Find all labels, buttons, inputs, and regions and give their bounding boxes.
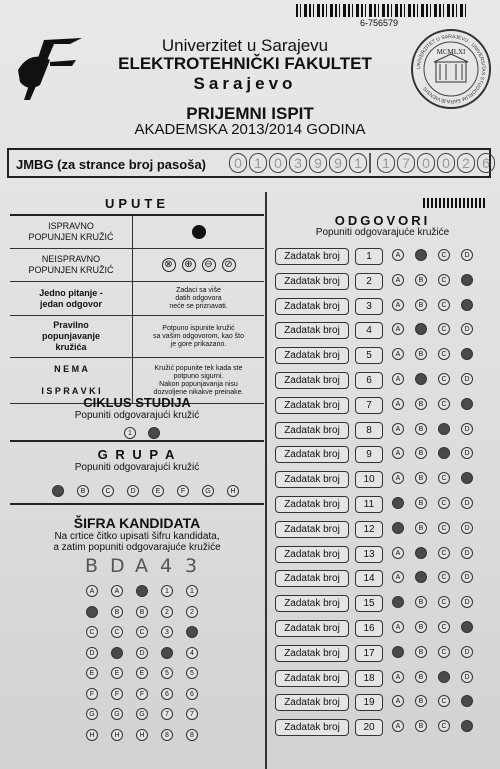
answer-option-bubble[interactable]: B [415,348,427,360]
answer-option-bubble[interactable]: D [461,596,473,608]
jmbg-digit: 0 [417,153,435,173]
question-number: 8 [355,422,383,439]
answer-option-bubble[interactable]: B [415,621,427,633]
grupa-option-bubble[interactable]: D [127,485,139,497]
grupa-section [10,447,264,473]
city-name: Sarajevo [193,74,297,93]
answer-option-bubble[interactable]: A [392,299,404,311]
divider-line [10,440,264,442]
wrong-mark-icon: ⊖ [202,258,216,272]
answer-option-bubble[interactable]: D [461,274,473,286]
question-number: 10 [355,471,383,488]
sifra-option-bubble[interactable]: 6 [186,688,198,700]
instruction-label: N E M A I S P R A V K I [10,358,133,403]
question-number: 19 [355,694,383,711]
answer-row [275,446,485,462]
answer-option-bubble[interactable]: C [438,571,450,583]
sifra-option-bubble[interactable]: F [86,688,98,700]
seal-ring-text: UNIVERZITET U SARAJEVU · UNIVERSITAS STUDIORUM SARAJEVIENSIS [415,33,487,105]
answer-option-bubble[interactable]: C [438,646,450,658]
jmbg-digit: 0 [229,153,247,173]
answer-option-bubble[interactable]: A [392,720,404,732]
instruction-note: Potpuno ispunite kružić sa vašim odgovorom, kao što je gore prikazano. [152,324,245,348]
question-number: 15 [355,595,383,612]
filled-circle-icon [192,225,206,239]
question-number: 1 [355,248,383,265]
sifra-option-bubble[interactable]: C [86,626,98,638]
answer-option-bubble[interactable]: B [415,398,427,410]
sifra-handwritten-char: 4 [160,555,173,577]
answer-row [275,670,485,686]
answer-option-bubble[interactable]: D [461,497,473,509]
sifra-section [10,515,264,553]
sifra-instructions-1: Na crtice čitko upisati šifru kandidata, [54,531,220,542]
sifra-option-bubble[interactable]: F [111,688,123,700]
sifra-option-bubble[interactable]: B [136,606,148,618]
question-number: 7 [355,397,383,414]
answer-row [275,397,485,413]
barcode [296,4,466,17]
answer-option-bubble[interactable]: A [392,621,404,633]
instructions-title: UPUTE [104,196,170,211]
sifra-option-bubble[interactable]: G [86,708,98,720]
grupa-option-bubble[interactable]: B [77,485,89,497]
answer-option-bubble[interactable]: D [461,621,473,633]
question-label: Zadatak broj [275,248,349,265]
answer-option-bubble[interactable]: D [461,447,473,459]
answer-row [275,248,485,264]
answer-option-bubble[interactable]: B [415,299,427,311]
sifra-option-bubble[interactable]: 4 [186,647,198,659]
sifra-option-bubble[interactable]: D [136,647,148,659]
sifra-option-bubble[interactable]: B [111,606,123,618]
question-number: 16 [355,620,383,637]
answer-option-bubble[interactable]: C [438,299,450,311]
jmbg-digit: 1 [349,153,367,173]
answer-option-bubble[interactable]: A [392,522,404,534]
university-name: Univerzitet u Sarajevu [161,36,329,55]
sifra-option-bubble[interactable]: 1 [186,585,198,597]
answer-option-bubble[interactable]: C [438,720,450,732]
wrong-mark-icon: ⊘ [222,258,236,272]
grupa-option-bubble[interactable]: G [202,485,214,497]
answer-option-bubble[interactable]: D [461,547,473,559]
answer-row [275,322,485,338]
sifra-handwritten-char: A [135,555,148,577]
answer-option-bubble[interactable]: D [461,323,473,335]
question-number: 4 [355,322,383,339]
question-label: Zadatak broj [275,546,349,563]
question-number: 17 [355,645,383,662]
question-label: Zadatak broj [275,422,349,439]
answer-option-bubble[interactable]: A [392,497,404,509]
divider-line [10,503,264,505]
answer-option-bubble[interactable]: D [461,720,473,732]
ciklus-option-bubble[interactable]: 2 [148,427,160,439]
grupa-option-bubble[interactable]: H [227,485,239,497]
answer-option-bubble[interactable]: A [392,472,404,484]
sifra-option-bubble[interactable]: H [86,729,98,741]
exam-title: PRIJEMNI ISPIT [186,104,314,123]
answer-row [275,521,485,537]
question-label: Zadatak broj [275,496,349,513]
sifra-option-bubble[interactable]: A [136,585,148,597]
answer-option-bubble[interactable]: D [461,571,473,583]
answer-row [275,645,485,661]
instruction-row-one-answer [10,282,264,316]
answer-option-bubble[interactable]: D [461,348,473,360]
answer-option-bubble[interactable]: C [438,522,450,534]
question-label: Zadatak broj [275,322,349,339]
answers-subtitle: Popuniti odgovarajuće kružiće [315,227,450,238]
answer-option-bubble[interactable]: A [392,571,404,583]
jmbg-digit: 0 [437,153,455,173]
sifra-option-bubble[interactable]: 2 [161,606,173,618]
answer-option-bubble[interactable]: B [415,423,427,435]
jmbg-digit: 7 [397,153,415,173]
question-label: Zadatak broj [275,521,349,538]
ciklus-title: CIKLUS STUDIJA [83,395,191,410]
answer-option-bubble[interactable]: A [392,671,404,683]
sifra-option-bubble[interactable]: D [111,647,123,659]
question-label: Zadatak broj [275,347,349,364]
answer-option-bubble[interactable]: C [438,423,450,435]
answer-option-bubble[interactable]: B [415,373,427,385]
sifra-handwritten-char: D [110,555,125,577]
instruction-example [133,216,264,248]
sifra-handwritten-char: 3 [185,555,198,577]
jmbg-label-text: JMBG (za strance broj pasoša) [16,157,206,172]
instruction-row-incorrect [10,249,264,282]
sifra-option-bubble[interactable]: G [136,708,148,720]
question-number: 9 [355,446,383,463]
question-number: 2 [355,273,383,290]
faculty-logo-icon [10,30,85,105]
answer-row [275,570,485,586]
sifra-option-bubble[interactable]: 5 [186,667,198,679]
question-number: 3 [355,298,383,315]
answer-row [275,422,485,438]
ciklus-subtitle: Popuniti odgovarajući kružić [74,410,200,421]
jmbg-digit: 1 [377,153,395,173]
instruction-row-correct [10,216,264,249]
answer-option-bubble[interactable]: B [415,522,427,534]
answer-option-bubble[interactable]: B [415,547,427,559]
sifra-option-bubble[interactable]: A [86,585,98,597]
answer-option-bubble[interactable]: C [438,398,450,410]
answer-option-bubble[interactable]: C [438,621,450,633]
jmbg-digit: 2 [457,153,475,173]
answer-row [275,471,485,487]
instruction-label: ISPRAVNO POPUNJEN KRUŽIĆ [10,216,133,248]
answer-option-bubble[interactable]: D [461,522,473,534]
jmbg-label [16,157,206,172]
wrong-marks [162,258,236,272]
grupa-title: G R U P A [97,447,177,462]
answer-option-bubble[interactable]: D [461,373,473,385]
instruction-note: Zadaci sa više datih odgovora neće se priznavati. [169,286,228,310]
question-label: Zadatak broj [275,719,349,736]
instructions-table [10,214,264,404]
answer-option-bubble[interactable]: D [461,249,473,261]
question-label: Zadatak broj [275,694,349,711]
answer-option-bubble[interactable]: C [438,596,450,608]
question-label: Zadatak broj [275,273,349,290]
answer-option-bubble[interactable]: D [461,472,473,484]
jmbg-digit: 0 [269,153,287,173]
question-number: 6 [355,372,383,389]
answer-option-bubble[interactable]: B [415,720,427,732]
answer-option-bubble[interactable]: B [415,596,427,608]
grupa-option-bubble[interactable]: E [152,485,164,497]
grupa-option-bubble[interactable]: C [102,485,114,497]
wrong-mark-icon: ⊗ [162,258,176,272]
sifra-instructions-2: a zatim popuniti odgovarajuće kružiće [53,542,221,553]
sifra-option-bubble[interactable]: 3 [186,626,198,638]
answer-option-bubble[interactable]: C [438,274,450,286]
answer-row [275,347,485,363]
answer-option-bubble[interactable]: B [415,274,427,286]
answer-option-bubble[interactable]: D [461,695,473,707]
answer-option-bubble[interactable]: A [392,447,404,459]
answer-row [275,694,485,710]
question-label: Zadatak broj [275,372,349,389]
answer-row [275,372,485,388]
sifra-option-bubble[interactable]: 8 [161,729,173,741]
ciklus-section [10,395,264,421]
sifra-option-bubble[interactable]: A [111,585,123,597]
sifra-option-bubble[interactable]: 3 [161,626,173,638]
answer-option-bubble[interactable]: B [415,447,427,459]
sifra-option-bubble[interactable]: D [86,647,98,659]
ciklus-option-bubble[interactable]: 1 [124,427,136,439]
instruction-label: NEISPRAVNO POPUNJEN KRUŽIĆ [10,249,133,281]
answer-row [275,496,485,512]
jmbg-digit: 6 [477,153,495,173]
answer-option-bubble[interactable]: D [461,299,473,311]
answer-option-bubble[interactable]: A [392,323,404,335]
question-label: Zadatak broj [275,471,349,488]
answer-option-bubble[interactable]: B [415,323,427,335]
answer-option-bubble[interactable]: A [392,646,404,658]
question-number: 12 [355,521,383,538]
question-label: Zadatak broj [275,570,349,587]
answer-option-bubble[interactable]: A [392,695,404,707]
answer-row [275,620,485,636]
answer-option-bubble[interactable]: C [438,671,450,683]
instruction-label: Pravilno popunjavanje kružića [10,316,133,357]
sifra-option-bubble[interactable]: G [111,708,123,720]
answer-option-bubble[interactable]: B [415,497,427,509]
question-number: 13 [355,546,383,563]
answer-option-bubble[interactable]: B [415,472,427,484]
answer-option-bubble[interactable]: A [392,373,404,385]
answer-row [275,719,485,735]
question-number: 11 [355,496,383,513]
answer-row [275,273,485,289]
sifra-option-bubble[interactable]: 7 [161,708,173,720]
sifra-title: ŠIFRA KANDIDATA [73,515,201,531]
sifra-handwritten-char: B [85,555,99,577]
answers-title: ODGOVORI [334,213,431,228]
sifra-option-bubble[interactable]: C [136,626,148,638]
answer-option-bubble[interactable]: D [461,423,473,435]
question-number: 18 [355,670,383,687]
question-number: 14 [355,570,383,587]
svg-text:UNIVERZITET U SARAJEVU · UNIVE [416,34,486,104]
jmbg-box [7,148,491,178]
jmbg-digit: 1 [249,153,267,173]
question-number: 5 [355,347,383,364]
question-label: Zadatak broj [275,645,349,662]
sifra-option-bubble[interactable]: H [136,729,148,741]
jmbg-separator [369,153,375,173]
column-divider [265,192,267,769]
university-seal-icon [410,28,492,110]
answer-option-bubble[interactable]: C [438,447,450,459]
answer-option-bubble[interactable]: B [415,695,427,707]
answer-option-bubble[interactable]: C [438,472,450,484]
jmbg-digits [229,153,497,173]
question-label: Zadatak broj [275,298,349,315]
answer-option-bubble[interactable]: A [392,274,404,286]
answer-option-bubble[interactable]: C [438,348,450,360]
answer-option-bubble[interactable]: B [415,571,427,583]
answer-option-bubble[interactable]: A [392,547,404,559]
seal-text: MCMLXI [436,48,466,56]
answer-option-bubble[interactable]: C [438,249,450,261]
jmbg-digit: 9 [329,153,347,173]
academic-year: AKADEMSKA 2013/2014 GODINA [134,121,366,138]
sifra-option-bubble[interactable]: H [111,729,123,741]
sifra-option-bubble[interactable]: E [111,667,123,679]
answer-row [275,546,485,562]
barcode-number: 6-756579 [360,18,399,28]
sifra-option-bubble[interactable]: F [136,688,148,700]
answer-option-bubble[interactable]: C [438,497,450,509]
question-label: Zadatak broj [275,670,349,687]
answer-row [275,595,485,611]
barcode-small [423,198,487,208]
answer-option-bubble[interactable]: A [392,596,404,608]
sifra-option-bubble[interactable]: E [86,667,98,679]
question-label: Zadatak broj [275,397,349,414]
sifra-option-bubble[interactable]: B [86,606,98,618]
answer-row [275,298,485,314]
answer-option-bubble[interactable]: C [438,373,450,385]
answer-option-bubble[interactable]: D [461,671,473,683]
sifra-option-bubble[interactable]: 4 [161,647,173,659]
answer-option-bubble[interactable]: A [392,249,404,261]
answer-option-bubble[interactable]: C [438,547,450,559]
answer-option-bubble[interactable]: C [438,695,450,707]
question-number: 20 [355,719,383,736]
question-label: Zadatak broj [275,446,349,463]
answer-option-bubble[interactable]: D [461,398,473,410]
instruction-row-proper-fill [10,316,264,358]
answer-option-bubble[interactable]: A [392,423,404,435]
answer-option-bubble[interactable]: B [415,249,427,261]
faculty-name: ELEKTROTEHNIČKI FAKULTET [118,54,372,73]
sifra-option-bubble[interactable]: E [136,667,148,679]
sifra-option-bubble[interactable]: 2 [186,606,198,618]
instruction-example [133,249,264,281]
answer-option-bubble[interactable]: A [392,398,404,410]
sifra-option-bubble[interactable]: 6 [161,688,173,700]
sifra-option-bubble[interactable]: 1 [161,585,173,597]
answer-option-bubble[interactable]: B [415,646,427,658]
grupa-option-bubble[interactable]: A [52,485,64,497]
grupa-subtitle: Popuniti odgovarajući kružić [74,462,200,473]
answer-option-bubble[interactable]: A [392,348,404,360]
instruction-note: Kružić popunite tek kada ste potpuno sigurni. Nakon popunjavanja nisu dozvoljene nikakve preinake. [153,364,244,396]
jmbg-digit: 3 [289,153,307,173]
sifra-option-bubble[interactable]: C [111,626,123,638]
answer-option-bubble[interactable]: B [415,671,427,683]
instruction-label: Jedno pitanje - jedan odgovor [10,282,133,315]
answer-option-bubble[interactable]: C [438,323,450,335]
question-label: Zadatak broj [275,620,349,637]
grupa-option-bubble[interactable]: F [177,485,189,497]
jmbg-digit: 9 [309,153,327,173]
question-label: Zadatak broj [275,595,349,612]
sifra-option-bubble[interactable]: 8 [186,729,198,741]
sifra-option-bubble[interactable]: 5 [161,667,173,679]
wrong-mark-icon: ⊕ [182,258,196,272]
sifra-option-bubble[interactable]: 7 [186,708,198,720]
answer-option-bubble[interactable]: D [461,646,473,658]
